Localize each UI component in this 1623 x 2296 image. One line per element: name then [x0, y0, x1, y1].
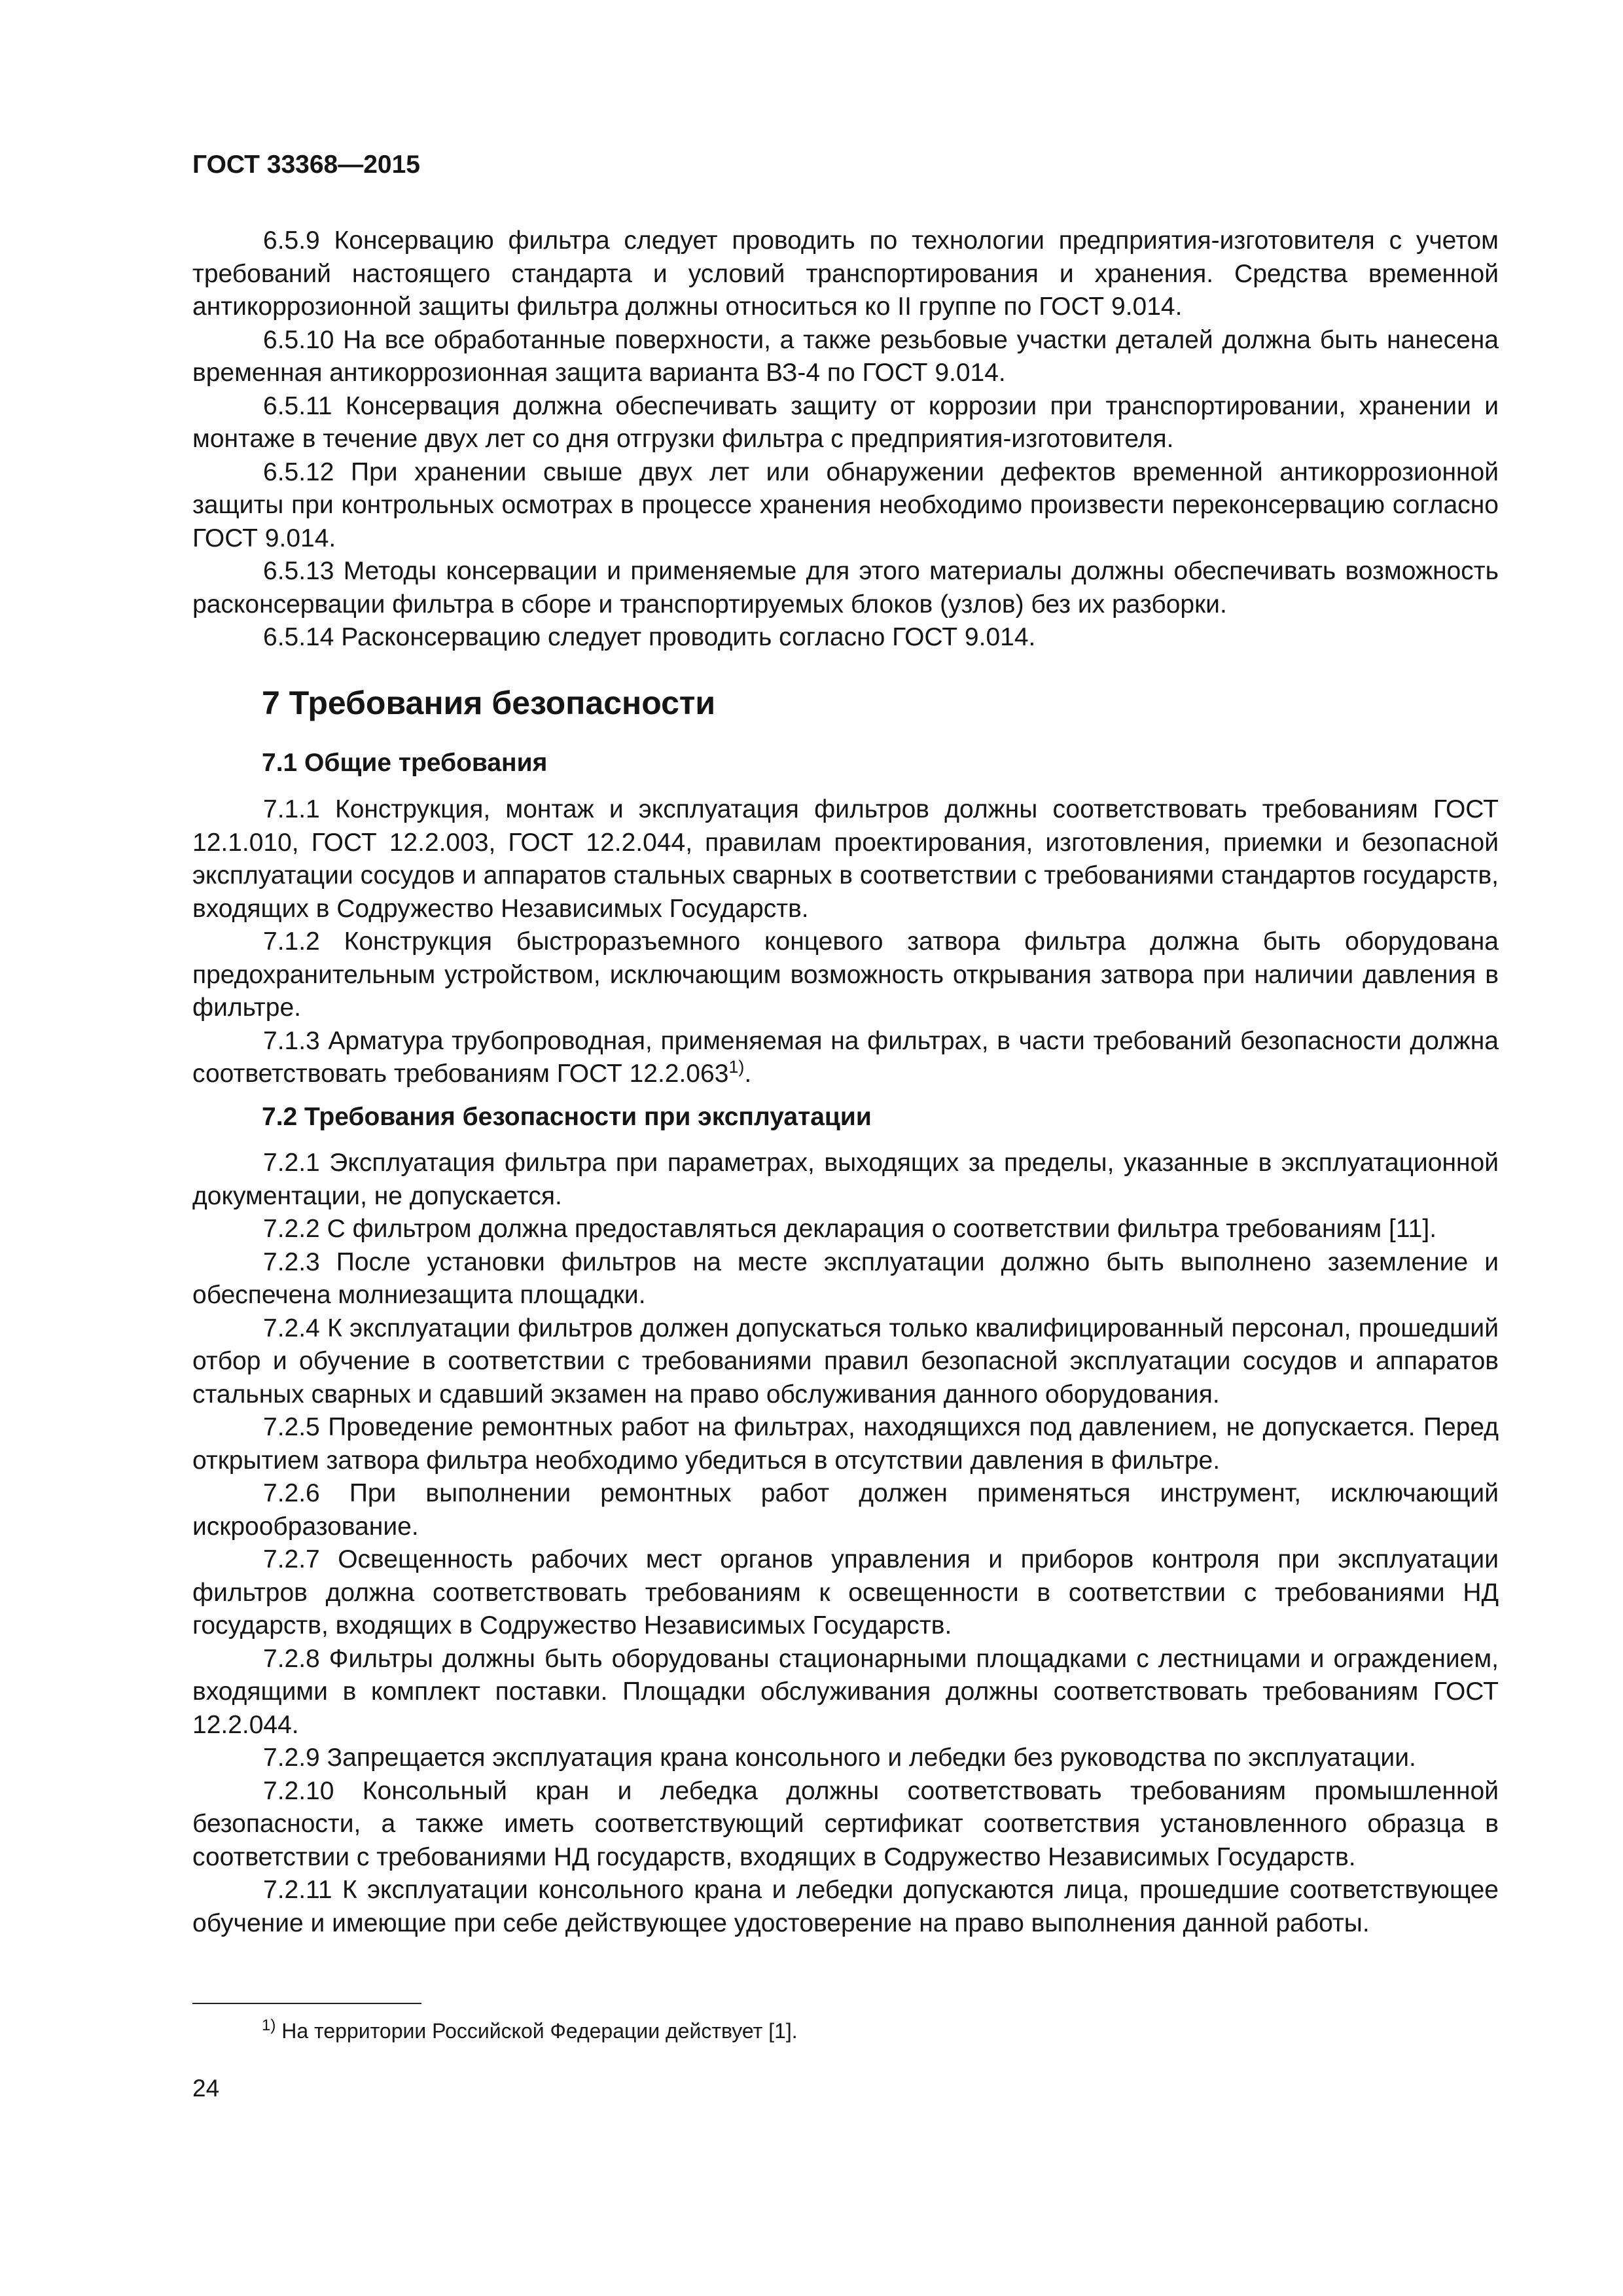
footnote-text: На территории Российской Федерации действует [1].: [281, 2019, 798, 2043]
paragraph-7-2-11: 7.2.11 К эксплуатации консольного крана и лебедки допускаются лица, прошедшие соответствующее обучение и имеющие при себе действующее удостоверение на право выполнения данной работы.: [192, 1876, 1499, 1937]
paragraph-7-2-2: 7.2.2 С фильтром должна предоставляться декларация о соответствии фильтра требованиям [11].: [263, 1215, 1437, 1243]
paragraph-7-2-1: 7.2.1 Эксплуатация фильтра при параметрах, выходящих за пределы, указанные в эксплуатационной документации, не допускается.: [192, 1149, 1499, 1210]
paragraph-7-2-7: 7.2.7 Освещенность рабочих мест органов управления и приборов контроля при эксплуатации фильтров должна соответствовать требованиям к освещенности в соответствии с требованиями НД государств, входящих в Содружество Независимых Государств.: [192, 1545, 1499, 1640]
footnote-reference: 1): [728, 1057, 745, 1077]
paragraph-6-5-12: 6.5.12 При хранении свыше двух лет или обнаружении дефектов временной антикоррозионной защиты при контрольных осмотрах в процессе хранения необходимо произвести переконсервацию согласно ГОСТ 9.014.: [192, 457, 1499, 552]
paragraph-7-1-3-text: 7.1.3 Арматура трубопроводная, применяемая на фильтрах, в части требований безопасности должна соответствовать требованиям ГОСТ 12.2.063: [192, 1026, 1499, 1088]
paragraph-6-5-14: 6.5.14 Расконсервацию следует проводить согласно ГОСТ 9.014.: [263, 623, 1036, 651]
page-number: 24: [192, 2075, 220, 2102]
paragraph-6-5-13: 6.5.13 Методы консервации и применяемые для этого материалы должны обеспечивать возможность расконсервации фильтра в сборе и транспортируемых блоков (узлов) без их разборки.: [192, 557, 1499, 619]
footnote: [262, 2018, 798, 2044]
document-header: ГОСТ 33368—2015: [192, 151, 420, 179]
paragraph-6-5-11: 6.5.11 Консервация должна обеспечивать защиту от коррозии при транспортировании, хранении и монтаже в течение двух лет со дня отгрузки фильтра с предприятия-изготовителя.: [192, 391, 1499, 453]
paragraph-7-2-5: 7.2.5 Проведение ремонтных работ на фильтрах, находящихся под давлением, не допускается. Перед открытием затвора фильтра необходимо убедиться в отсутствии давления в фильтре.: [192, 1413, 1499, 1475]
footnote-divider: [192, 2003, 421, 2004]
paragraph-7-2-6: 7.2.6 При выполнении ремонтных работ должен применяться инструмент, исключающий искрообразование.: [192, 1479, 1499, 1541]
paragraph-6-5-9: 6.5.9 Консервацию фильтра следует проводить по технологии предприятия-изготовителя с учетом требований настоящего стандарта и условий транспортирования и хранения. Средства временной антикоррозионной защиты фильтра должны относиться ко II группе по ГОСТ 9.014.: [192, 226, 1499, 321]
paragraph-7-1-2: 7.1.2 Конструкция быстроразъемного концевого затвора фильтра должна быть оборудована предохранительным устройством, исключающим возможность открывания затвора при наличии давления в фильтре.: [192, 927, 1499, 1022]
subsection-7-2-heading: 7.2 Требования безопасности при эксплуатации: [262, 1103, 872, 1131]
paragraph-7-2-10: 7.2.10 Консольный кран и лебедка должны соответствовать требованиям промышленной безопасности, а также иметь соответствующий сертификат соответствия установленного образца в соответствии с требованиями НД государств, входящих в Содружество Независимых Государств.: [192, 1776, 1499, 1871]
paragraph-7-2-3: 7.2.3 После установки фильтров на месте эксплуатации должно быть выполнено заземление и обеспечена молниезащита площадки.: [192, 1247, 1499, 1309]
paragraph-7-1-3: [192, 1025, 1499, 1091]
paragraph-7-2-4: 7.2.4 К эксплуатации фильтров должен допускаться только квалифицированный персонал, прошедший отбор и обучение в соответствии с требованиями правил безопасной эксплуатации сосудов и аппаратов стальных сварных и сдавший экзамен на право обслуживания данного оборудования.: [192, 1314, 1499, 1408]
section-7-heading: 7 Требования безопасности: [262, 685, 716, 721]
paragraph-7-2-8: 7.2.8 Фильтры должны быть оборудованы стационарными площадками с лестницами и ограждением, входящими в комплект поставки. Площадки обслуживания должны соответствовать требованиям ГОСТ 12.2.044.: [192, 1644, 1499, 1739]
section-6-5-body: [192, 224, 1499, 655]
footnote-marker: 1): [262, 2017, 276, 2034]
paragraph-7-1-1: 7.1.1 Конструкция, монтаж и эксплуатация фильтров должны соответствовать требованиям ГОСТ 12.1.010, ГОСТ 12.2.003, ГОСТ 12.2.044, правилам проектирования, изготовления, приемки и безопасной эксплуатации сосудов и аппаратов стальных сварных в соответствии с требованиями стандартов государств, входящих в Содружество Независимых Государств.: [192, 795, 1499, 923]
paragraph-6-5-10: 6.5.10 На все обработанные поверхности, а также резьбовые участки деталей должна быть нанесена временная антикоррозионная защита варианта ВЗ-4 по ГОСТ 9.014.: [192, 325, 1499, 387]
section-7-2-body: [192, 1147, 1499, 1940]
paragraph-7-1-3-end: .: [744, 1060, 752, 1088]
section-7-1-body: [192, 793, 1499, 1091]
subsection-7-1-heading: 7.1 Общие требования: [262, 749, 548, 777]
paragraph-7-2-9: 7.2.9 Запрещается эксплуатация крана консольного и лебедки без руководства по эксплуатации.: [263, 1744, 1416, 1772]
